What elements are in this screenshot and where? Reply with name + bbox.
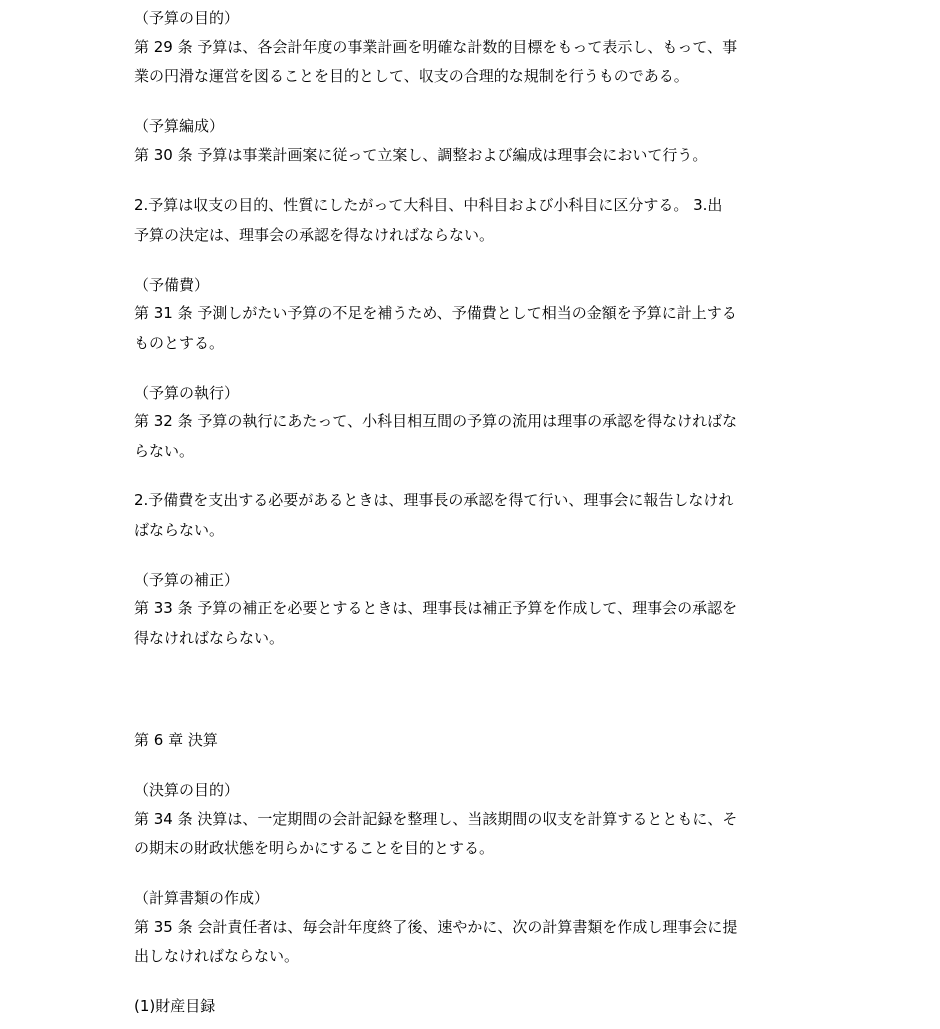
article-32-para2-line-2: ばならない。 — [134, 521, 225, 539]
article-29-line-2: 業の円滑な運営を図ることを目的として、収支の合理的な規制を行うものである。 — [134, 67, 689, 85]
article-32-heading: （予算の執行） — [134, 384, 240, 402]
article-34-line-1: 第 34 条 決算は、一定期間の会計記録を整理し、当該期間の収支を計算するとともに、そ — [134, 810, 738, 828]
article-31-line-2: ものとする。 — [134, 334, 225, 352]
article-30-para2-line-1: 2.予算は収支の目的、性質にしたがって大科目、中科目および小科目に区分する。 3.出 — [134, 196, 723, 214]
article-33-heading: （予算の補正） — [134, 571, 240, 589]
article-34-line-2: の期末の財政状態を明らかにすることを目的とする。 — [134, 839, 495, 857]
article-33-line-2: 得なければならない。 — [134, 629, 285, 647]
article-30-para2-line-2: 予算の決定は、理事会の承認を得なければならない。 — [134, 226, 495, 244]
article-32-line-1: 第 32 条 予算の執行にあたって、小科目相互間の予算の流用は理事の承認を得なければな — [134, 412, 738, 430]
article-31-line-1: 第 31 条 予測しがたい予算の不足を補うため、予備費として相当の金額を予算に計上する — [134, 304, 737, 322]
chapter-6-title: 第 6 章 決算 — [134, 731, 218, 749]
article-35-line-2: 出しなければならない。 — [134, 947, 300, 965]
article-30-line-1: 第 30 条 予算は事業計画案に従って立案し、調整および編成は理事会において行う。 — [134, 146, 708, 164]
article-31-heading: （予備費） — [134, 276, 210, 294]
article-35-item-1: (1)財産目録 — [134, 997, 216, 1015]
article-29-heading: （予算の目的） — [134, 9, 240, 27]
article-29-line-1: 第 29 条 予算は、各会計年度の事業計画を明確な計数的目標をもって表示し、もって、事 — [134, 38, 738, 56]
article-30-heading: （予算編成） — [134, 117, 225, 135]
article-35-line-1: 第 35 条 会計責任者は、毎会計年度終了後、速やかに、次の計算書類を作成し理事会に提 — [134, 918, 738, 936]
article-34-heading: （決算の目的） — [134, 781, 240, 799]
article-32-line-2: らない。 — [134, 442, 195, 460]
article-32-para2-line-1: 2.予備費を支出する必要があるときは、理事長の承認を得て行い、理事会に報告しなけれ — [134, 491, 734, 509]
article-35-heading: （計算書類の作成） — [134, 889, 270, 907]
article-33-line-1: 第 33 条 予算の補正を必要とするときは、理事長は補正予算を作成して、理事会の承認を — [134, 599, 738, 617]
